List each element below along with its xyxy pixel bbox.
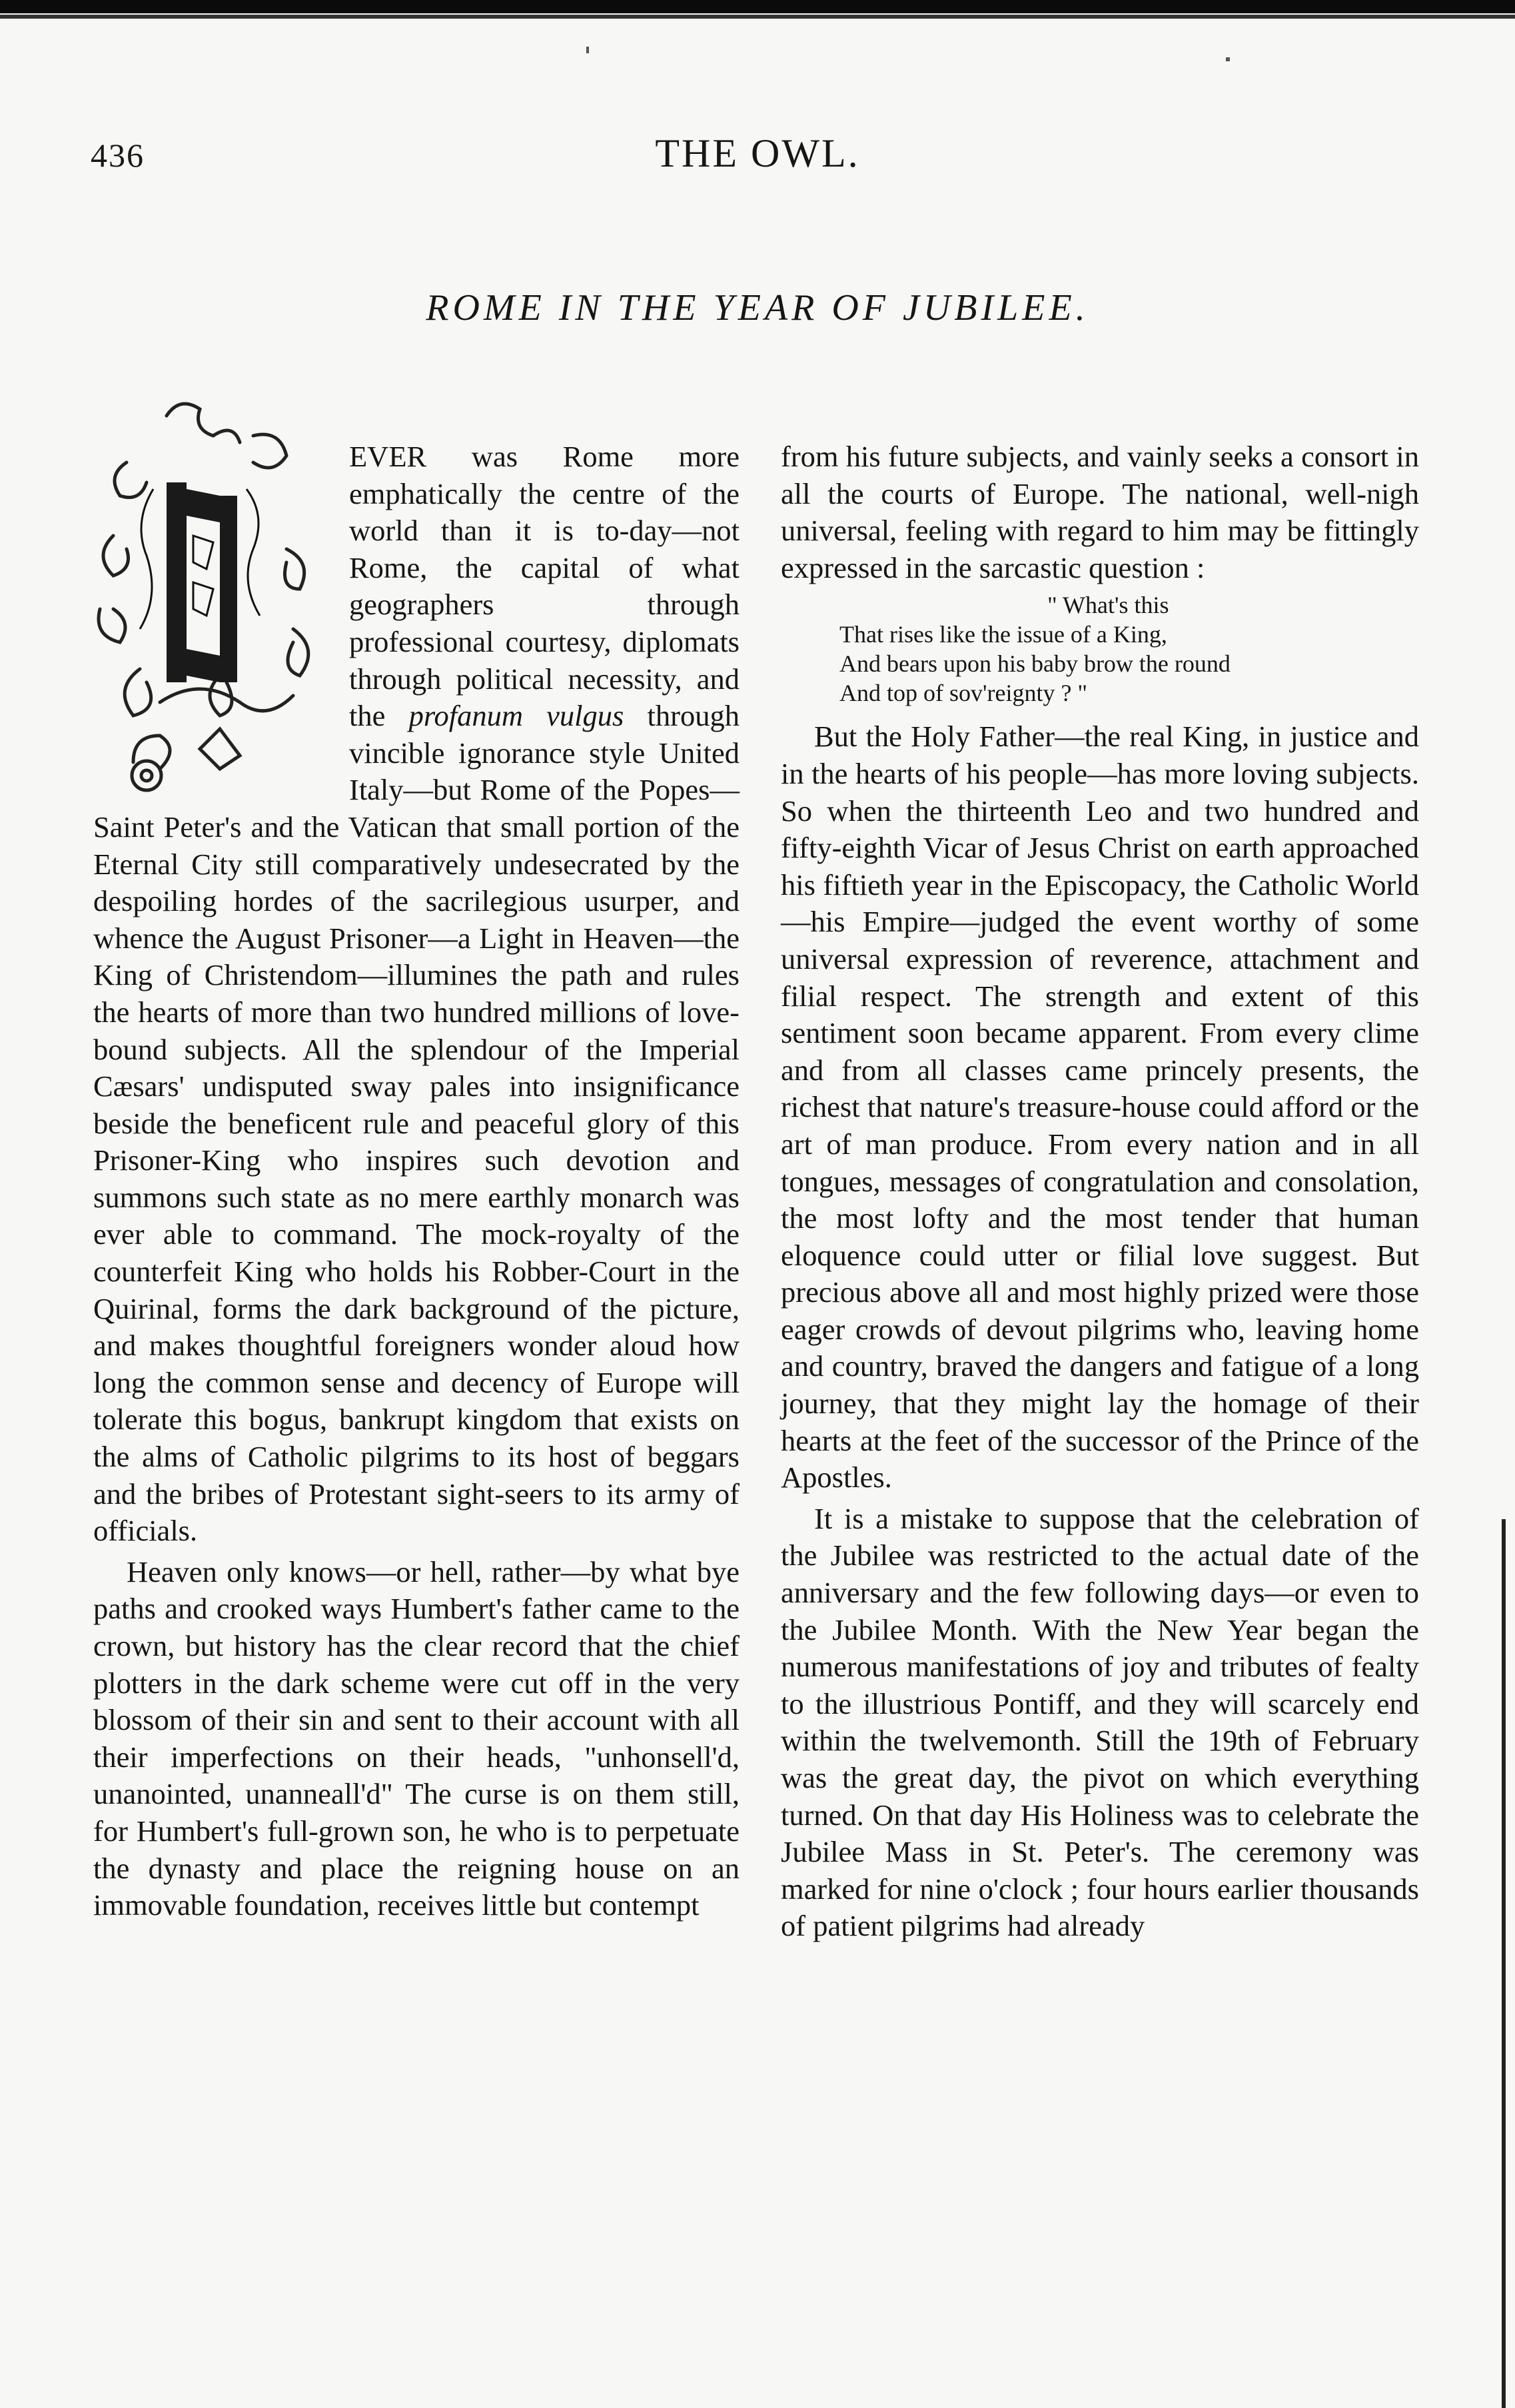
right-paragraph-1: from his future subjects, and vainly seeks a consort in all the courts of Europe. The national, well-nigh universal, feeling with regard to him may be fittingly expressed in the sarcastic question : (781, 440, 1419, 584)
verse-quotation (781, 590, 1419, 708)
page-top-border (0, 0, 1515, 13)
verse-line: And bears upon his baby brow the round (839, 650, 1231, 678)
right-column (781, 438, 1419, 1949)
page-number: 436 (91, 137, 145, 174)
ornamental-initial-n (87, 389, 337, 796)
page-top-rule (0, 15, 1515, 19)
verse-line: " What's this (1047, 592, 1169, 619)
left-column (93, 438, 740, 1928)
scan-speck (1226, 57, 1230, 61)
left-paragraph-1: EVER was Rome more emphatically the centre of the world than it is to-day—not Rome, the capital of what geographers through professional courtesy, diplomats through political necessity, and the profanum vulgus through vincible ignorance style United Italy—but Rome of the Popes—Saint Peter's and the Vatican that small portion of the Eternal City still comparatively undesecrated by the despoiling hordes of the sacrilegious usurper, and whence the August Prisoner—a Light in Heaven—the King of Christendom—illumines the path and rules the hearts of more than two hundred millions of love-bound subjects. All the splendour of the Imperial Cæsars' undisputed sway pales into insignificance beside the beneficent rule and peaceful glory of this Prisoner-King who inspires such devotion and summons such state as no mere earthly monarch was ever able to command. The mock-royalty of the counterfeit King who holds his Robber-Court in the Quirinal, forms the dark background of the picture, and makes thoughtful foreigners wonder aloud how long the common sense and decency of Europe will tolerate this bogus, bankrupt kingdom that exists on the alms of Catholic pilgrims to its host of beggars and the bribes of Protestant sight-seers to its army of officials. (93, 440, 740, 1548)
ornamental-initial-icon (87, 389, 337, 796)
scan-speck (586, 47, 589, 53)
right-paragraph-2: But the Holy Father—the real King, in justice and in the hearts of his people—has more loving subjects. So when the thirteenth Leo and two hundred and fifty-eighth Vicar of Jesus Christ on earth approached his fiftieth year in the Episcopacy, the Catholic World—his Empire—judged the event worthy of some universal expression of reverence, attachment and filial respect. The strength and extent of this sentiment soon became apparent. From every clime and from all classes came princely presents, the richest that nature's treasure-house could afford or the art of man produce. From every nation and in all tongues, messages of congratulation and consolation, the most lofty and the most tender that human eloquence could utter or filial love suggest. But precious above all and most highly prized were those eager crowds of devout pilgrims who, leaving home and country, braved the dangers and fatigue of a long journey, that they might lay the homage of their hearts at the feet of the successor of the Prince of the Apostles. (781, 720, 1419, 1495)
article-title: ROME IN THE YEAR OF JUBILEE. (426, 287, 1089, 328)
verse-line: That rises like the issue of a King, (839, 621, 1167, 648)
verse-line: And top of sov'reignty ? " (839, 680, 1088, 707)
left-paragraph-2: Heaven only knows—or hell, rather—by what bye paths and crooked ways Humbert's father came to the crown, but history has the clear record that the chief plotters in the dark scheme were cut off in the very blossom of their sin and sent to their account with all their imperfections on their heads, "unhonsell'd, unanointed, unanneall'd" The curse is on them still, for Humbert's full-grown son, he who is to perpetuate the dynasty and place the reigning house on an immovable foundation, receives little but contempt (93, 1554, 740, 1922)
right-paragraph-3: It is a mistake to suppose that the celebration of the Jubilee was restricted to the actual date of the anniversary and the few following days—or even to the Jubilee Month. With the New Year began the numerous manifestations of joy and tributes of fealty to the illustrious Pontiff, and they will scarcely end within the twelvemonth. Still the 19th of February was the great day, the pivot on which everything turned. On that day His Holiness was to celebrate the Jubilee Mass in St. Peter's. The ceremony was marked for nine o'clock ; four hours earlier thousands of patient pilgrims had already (781, 1501, 1419, 1943)
page-header (0, 131, 1515, 184)
page-edge-rule (1502, 1519, 1506, 2408)
running-title: THE OWL. (655, 131, 860, 175)
